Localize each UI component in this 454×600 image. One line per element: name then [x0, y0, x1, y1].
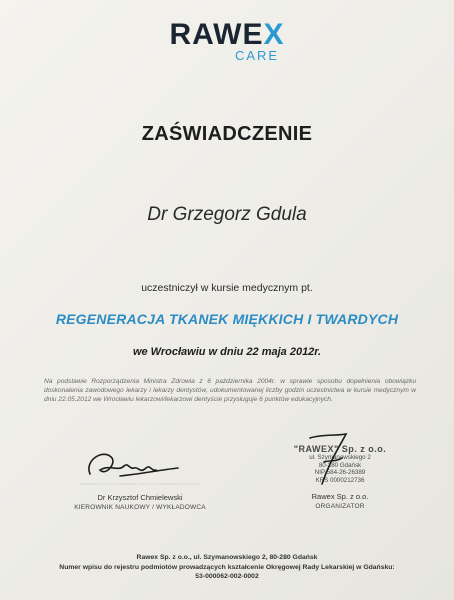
recipient-name: Dr Grzegorz Gdula: [147, 204, 307, 225]
footer: [0, 553, 454, 582]
signatory-name-left: Dr Krzysztof Chmielewski: [97, 493, 183, 502]
course-title: REGENERACJA TKANEK MIĘKKICH I TWARDYCH: [55, 311, 399, 327]
place-and-date: we Wrocławiu w dniu 22 maja 2012r.: [132, 346, 322, 358]
logo-wordmark: [0, 20, 454, 50]
stamp-line-2: 80-280 Gdańsk: [318, 461, 362, 469]
logo-part-rawe: RAWE: [169, 18, 264, 51]
signatory-name-right: Rawex Sp. z o.o.: [311, 492, 369, 501]
certificate-title: ZAŚWIADCZENIE: [141, 123, 313, 145]
handwritten-signature-right: [300, 432, 360, 492]
footer-registry-number: 53-000062-002-0002: [195, 573, 259, 580]
logo-subtitle: CARE: [234, 48, 280, 63]
handwritten-signature-left: [60, 440, 220, 486]
participation-statement: uczestniczył w kursie medycznym pt.: [141, 282, 313, 294]
signatory-role-right: ORGANIZATOR: [315, 503, 365, 510]
logo-part-x: X: [263, 18, 285, 51]
signatory-role-left: KIEROWNIK NAUKOWY / WYKŁADOWCA: [74, 504, 206, 511]
stamp-line-4: KRS 0000212736: [315, 476, 365, 484]
footer-registry-text: Numer wpisu do rejestru podmiotów prowadzących kształcenie Okręgowej Rady Lekarskiej w Gdańsku:: [59, 563, 395, 571]
stamp-line-1: ul. Szymanowskiego 2: [309, 454, 371, 461]
rawex-care-logo: [0, 20, 454, 62]
signature-block-left: [60, 440, 220, 511]
legal-notice: Na podstawie Rozporządzenia Ministra Zdrowia z 6 października 2004r. w sprawie sposobu dopełnienia obowiązku doskonalenia zawodowego lekarzy i lekarzy dentystów, udokumentowanej liczby godzin uczestnictwa w kursie medycznym w dniu 22.05.2012 we Wrocławiu lekarzowi/lekarzowi dentyście przysługuje 6 punktów edukacyjnych.: [44, 378, 416, 403]
footer-address: Rawex Sp. z o.o., ul. Szymanowskiego 2, 80-280 Gdańsk: [136, 554, 318, 561]
stamp-line-3: NIP 584-26-26389: [314, 469, 366, 476]
stamp-title: "RAWEX" Sp. z o.o.: [293, 444, 387, 454]
